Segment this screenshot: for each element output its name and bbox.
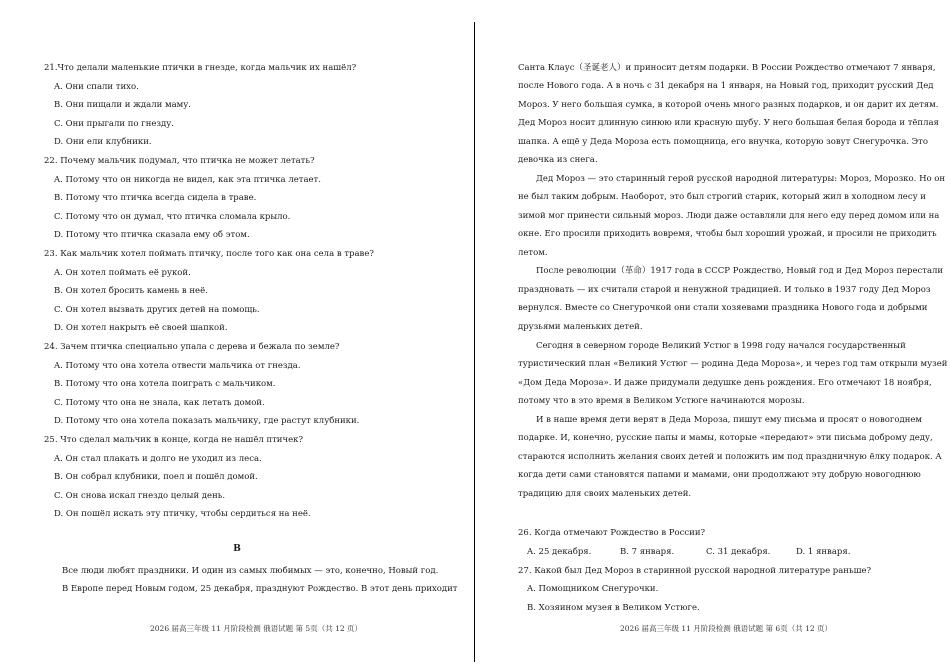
question-23-option-c: C. Он хотел вызвать других детей на помощь. [54, 305, 260, 315]
reading-intro-line-2: В Европе перед Новым годом, 25 декабря, празднуют Рождество. В этот день приходит [62, 584, 458, 594]
question-27-stem: 27. Какой был Дед Мороз в старинной русской народной литературе раньше? [518, 566, 872, 576]
question-25-option-b: B. Он собрал клубники, поел и пошёл домой. [54, 472, 258, 482]
reading-line: праздновать — их считали старой и ненужной традицией. И только в 1937 году Дед Мороз [518, 285, 931, 295]
reading-line: не был таким добрым. Наоборот, это был строгий старик, который жил в холодном лесу и [518, 192, 926, 202]
question-24-option-a: A. Потому что она хотела отвести мальчика от гнезда. [54, 361, 301, 371]
question-22-stem: 22. Почему мальчик подумал, что птичка не может летать? [44, 156, 315, 166]
question-22-option-c: C. Потому что он думал, что птичка сломала крыло. [54, 212, 291, 222]
right-page-footer: 2026 届高三年级 11 月阶段检测 俄语试题 第 6页（共 12 页） [620, 624, 833, 633]
question-24-option-d: D. Потому что она хотела показать мальчику, где растут клубники. [54, 416, 360, 426]
question-25-stem: 25. Что сделал мальчик в конце, когда не нашёл птичек? [44, 435, 303, 445]
question-22-option-a: A. Потому что он никогда не видел, как эта птичка летает. [54, 175, 321, 185]
reading-line: Сегодня в северном городе Великий Устюг в 1998 году начался государственный [536, 341, 906, 351]
reading-line: зимой мог принести сильный мороз. Люди даже оставляли для него еду перед домом или на [518, 211, 940, 221]
question-25-option-c: C. Он снова искал гнездо целый день. [54, 491, 226, 501]
section-b-title: B [233, 544, 241, 554]
reading-line: летом. [518, 248, 548, 258]
reading-line: И в наше время дети верят в Деда Мороза, пишут ему письма и просят о новогоднем [536, 415, 922, 425]
question-23-stem: 23. Как мальчик хотел поймать птичку, после того как она села в траве? [44, 249, 374, 259]
reading-line: Дед Мороз носит длинную синюю или красную шубу. У него большая белая борода и тёплая [518, 118, 939, 128]
question-23-option-b: B. Он хотел бросить камень в неё. [54, 286, 208, 296]
reading-line: Дед Мороз — это старинный герой русской народной литературы: Мороз, Морозко. Но он [536, 174, 946, 184]
reading-line: «Дом Деда Мороза». И даже придумали дедушке день рождения. Его отмечают 18 ноября, [518, 378, 932, 388]
question-25-option-a: A. Он стал плакать и долго не уходил из леса. [54, 454, 262, 464]
question-21-option-a: A. Они спали тихо. [54, 82, 139, 92]
reading-line: стараются исполнить желания своих детей и положить им под праздничную ёлку подарок. А [518, 452, 942, 462]
reading-line: потому что в это время в Великом Устюге начинаются морозы. [518, 396, 805, 406]
question-22-option-b: B. Потому что птичка всегда сидела в траве. [54, 193, 257, 203]
question-25-option-d: D. Он пошёл искать эту птичку, чтобы сердиться на неё. [54, 509, 311, 519]
question-26-option-d: D. 1 января. [796, 547, 851, 557]
reading-line: Мороз. У него большая сумка, в которой очень много разных подарков, и он дарит их детям. [518, 100, 939, 110]
reading-line: Санта Клаус（圣诞老人）и приносит детям подарки. В России Рождество отмечают 7 января, [518, 63, 936, 73]
question-27-option-a: A. Помощником Снегурочки. [527, 584, 659, 594]
question-26-option-a: A. 25 декабря. [527, 547, 592, 557]
reading-line: окне. Его просили приходить вовремя, чтобы был хороший урожай, и просили не приходить [518, 229, 937, 239]
reading-intro-line-1: Все люди любят праздники. И один из самых любимых — это, конечно, Новый год. [62, 566, 439, 576]
reading-line: туристический план «Великий Устюг — родина Деда Мороза», и через год там открыли музей [518, 359, 948, 369]
reading-line: После революции（革命）1917 года в СССР Рождество, Новый год и Дед Мороз перестали [536, 266, 944, 276]
reading-line: девочка из снега. [518, 155, 598, 165]
question-21-option-c: C. Они прыгали по гнезду. [54, 119, 174, 129]
reading-line: шапка. А ещё у Деда Мороза есть помощница, его внучка, которую зовут Снегурочка. Это [518, 137, 928, 147]
reading-line: друзьями маленьких детей. [518, 322, 643, 332]
reading-line: подарке. И, конечно, русские папы и мамы, которые «передают» эти письма доброму деду, [518, 433, 933, 443]
question-26-option-b: B. 7 января. [620, 547, 675, 557]
left-page-footer: 2026 届高三年级 11 月阶段检测 俄语试题 第 5页（共 12 页） [150, 624, 363, 633]
question-24-option-b: B. Потому что она хотела поиграть с мальчиком. [54, 379, 276, 389]
reading-line: после Нового года. А в ночь с 31 декабря на 1 января, на Новый год, приходит русский Дед [518, 81, 934, 91]
question-22-option-d: D. Потому что птичка сказала ему об этом. [54, 230, 250, 240]
question-21-option-b: B. Они пищали и ждали маму. [54, 100, 191, 110]
question-24-option-c: C. Потому что она не знала, как летать домой. [54, 398, 265, 408]
question-23-option-a: A. Он хотел поймать её рукой. [54, 268, 191, 278]
question-23-option-d: D. Он хотел накрыть её своей шапкой. [54, 323, 228, 333]
question-24-stem: 24. Зачем птичка специально упала с дерева и бежала по земле? [44, 342, 340, 352]
reading-line: когда дети сами становятся папами и мамами, они продолжают эту добрую новогоднюю [518, 470, 921, 480]
reading-line: вернулся. Вместе со Снегурочкой они стали хозяевами праздника Нового года и добрыми [518, 303, 928, 313]
question-26-stem: 26. Когда отмечают Рождество в России? [518, 528, 706, 538]
question-26-option-c: C. 31 декабря. [706, 547, 771, 557]
question-27-option-b: B. Хозяином музея в Великом Устюге. [527, 603, 700, 613]
question-21-option-d: D. Они ели клубники. [54, 137, 152, 147]
reading-line: традицию для своих маленьких детей. [518, 489, 692, 499]
question-21-stem: 21.Что делали маленькие птички в гнезде, когда мальчик их нашёл? [44, 63, 357, 73]
